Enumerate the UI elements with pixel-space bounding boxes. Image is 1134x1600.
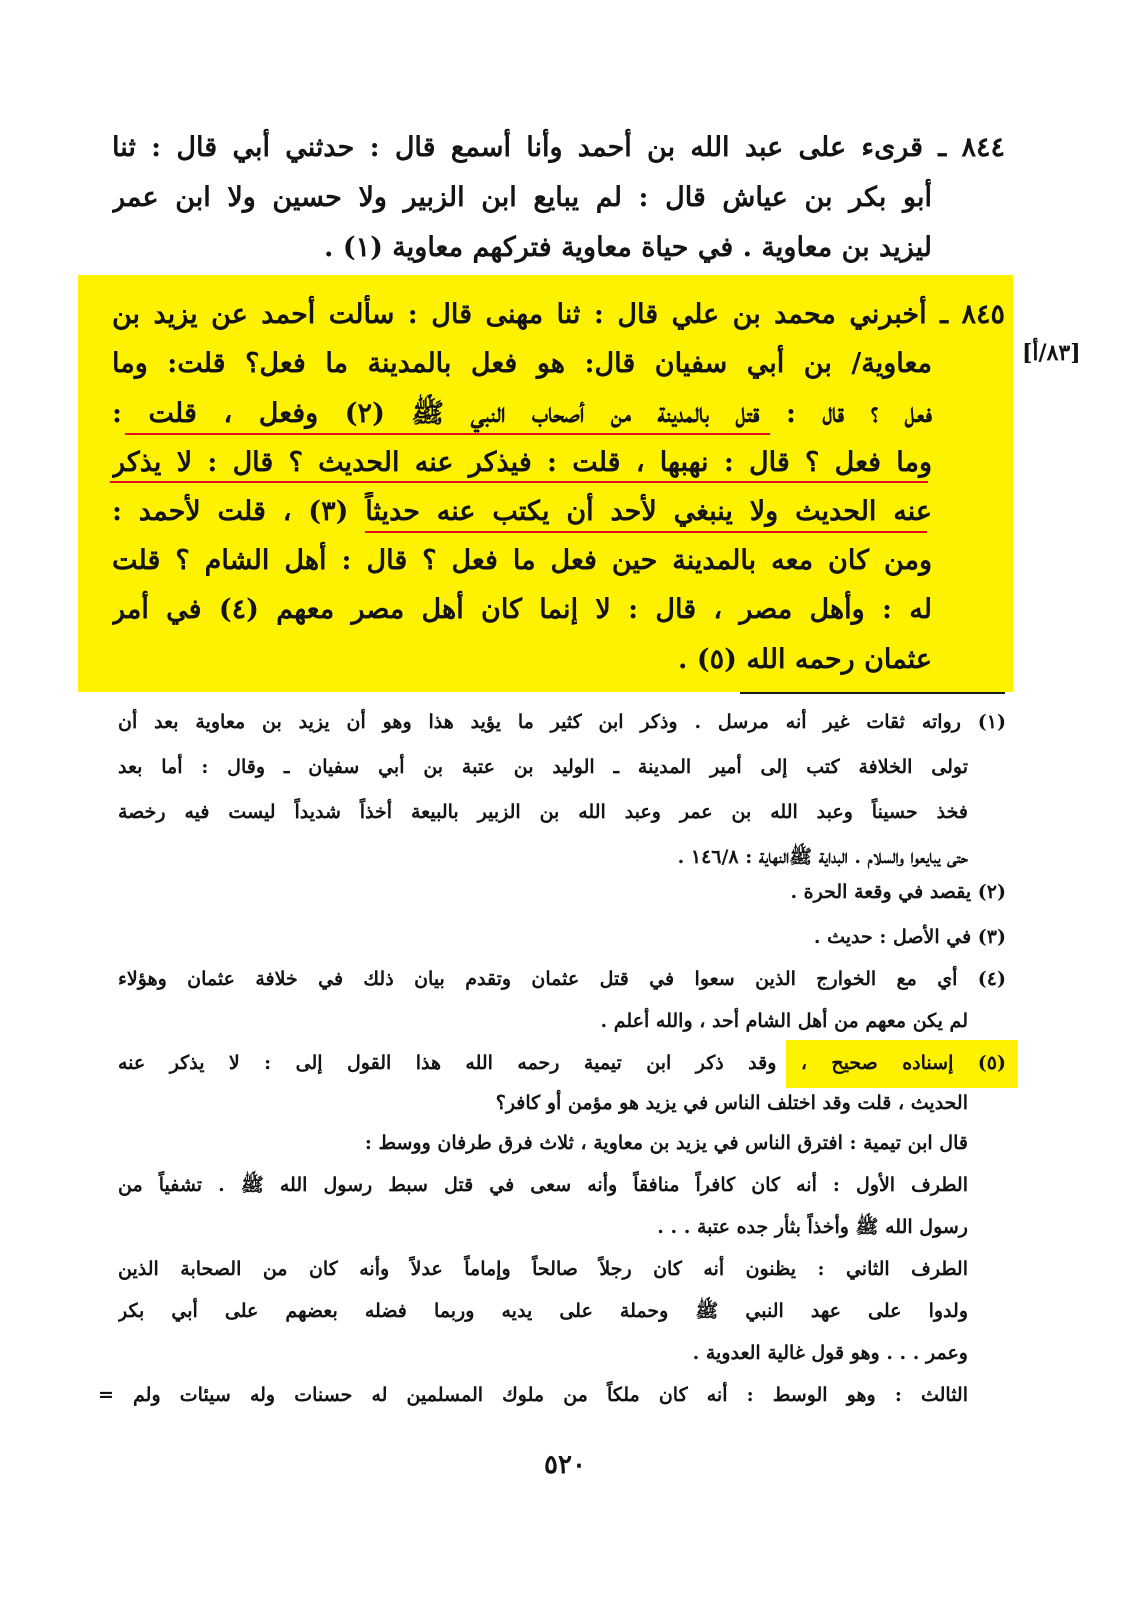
footnote-5-line-2: الحديث ، قلت وقد اختلف الناس في يزيد هو مؤمن أو كافر؟	[495, 1092, 968, 1114]
footnote-5-line-3: قال ابن تيمية : افترق الناس في يزيد بن معاوية ، ثلاث فرق طرفان ووسط :	[364, 1132, 968, 1154]
narration-844-line-3: ليزيد بن معاوية . في حياة معاوية فتركهم معاوية (١) .	[324, 232, 932, 263]
footnote-4-line-1: (٤) أي مع الخوارج الذين سعوا في قتل عثمان وتقدم بيان ذلك في خلافة عثمان وهؤلاء	[118, 968, 1006, 990]
footnote-4-line-2: لم يكن معهم من أهل الشام أحد ، والله أعلم .	[600, 1010, 968, 1032]
narration-845-line-8: عثمان رحمه الله (٥) .	[678, 644, 932, 675]
narration-845-line-3: فعل ؟ قال : قتل بالمدينة من أصحاب النبي ﷺ (٢) وفعل ، قلت :	[112, 398, 932, 429]
page-number: ٥٢٠	[544, 1450, 586, 1480]
red-underline-3	[365, 531, 927, 533]
footnote-5-line-1: (٥) إسناده صحيح ، وقد ذكر ابن تيمية رحمه الله هذا القول إلى : لا يذكر عنه	[118, 1052, 1006, 1074]
narration-845-line-1: ٨٤٥ ـ أخبرني محمد بن علي قال : ثنا مهنى قال : سألت أحمد عن يزيد بن	[112, 299, 1005, 330]
footnote-3: (٣) في الأصل : حديث .	[813, 926, 1006, 948]
footnote-5-line-4: الطرف الأول : أنه كان كافراً منافقاً وأنه سعى في قتل سبط رسول الله ﷺ . تشفياً من	[118, 1174, 968, 1196]
footnote-1-line-4: حتى يبايعوا والسلام . البداية ﷺالنهاية : ١٤٦/٨ .	[677, 846, 968, 868]
narration-844-line-1: ٨٤٤ ـ قرىء على عبد الله بن أحمد وأنا أسمع قال : حدثني أبي قال : ثنا	[112, 132, 1005, 163]
footnote-5-line-5: رسول الله ﷺ وأخذاً بثأر جده عتبة . . .	[657, 1216, 968, 1238]
red-underline-2	[110, 481, 928, 483]
narration-844-line-2: أبو بكر بن عياش قال : لم يبايع ابن الزبير ولا حسين ولا ابن عمر	[112, 182, 932, 213]
narration-845-line-5: عنه الحديث ولا ينبغي لأحد أن يكتب عنه حديثاً (٣) ، قلت لأحمد :	[112, 496, 932, 527]
footnote-separator	[740, 692, 1005, 694]
footnote-2: (٢) يقصد في وقعة الحرة .	[790, 881, 1006, 903]
narration-845-line-4: وما فعل ؟ قال : نهبها ، قلت : فيذكر عنه الحديث ؟ قال : لا يذكر	[112, 447, 932, 478]
red-underline-1	[125, 433, 770, 435]
narration-845-line-7: له : وأهل مصر ، قال : لا إنما كان أهل مصر معهم (٤) في أمر	[112, 594, 932, 625]
footnote-1-line-2: تولى الخلافة كتب إلى أمير المدينة ـ الوليد بن عتبة بن أبي سفيان ـ وقال : أما بعد	[118, 756, 968, 778]
footnote-1-line-1: (١) رواته ثقات غير أنه مرسل . وذكر ابن كثير ما يؤيد هذا وهو أن يزيد بن معاوية بعد أن	[118, 711, 1006, 733]
narration-845-line-6: ومن كان معه بالمدينة حين فعل ما فعل ؟ قال : أهل الشام ؟ قلت	[112, 545, 932, 576]
footnote-5-line-7: ولدوا على عهد النبي ﷺ وحملة على يديه وربما فضله بعضهم على أبي بكر	[118, 1300, 968, 1322]
margin-folio-reference: [٨٣/أ]	[1022, 340, 1081, 366]
narration-845-line-2: معاوية/ بن أبي سفيان قال: هو فعل بالمدينة ما فعل؟ قلت: وما	[112, 348, 932, 379]
footnote-5-line-6: الطرف الثاني : يظنون أنه كان رجلاً صالحاً وإماماً عدلاً وأنه كان من الصحابة الذين	[118, 1258, 968, 1280]
footnote-1-line-3: فخذ حسيناً وعبد الله بن عمر وعبد الله بن الزبير بالبيعة أخذاً شديداً ليست فيه رخصة	[118, 801, 968, 823]
footnote-5-line-8: وعمر . . . وهو قول غالية العدوية .	[692, 1342, 968, 1364]
footnote-5-line-9: الثالث : وهو الوسط : أنه كان ملكاً من ملوك المسلمين له حسنات وله سيئات ولم =	[98, 1384, 968, 1406]
